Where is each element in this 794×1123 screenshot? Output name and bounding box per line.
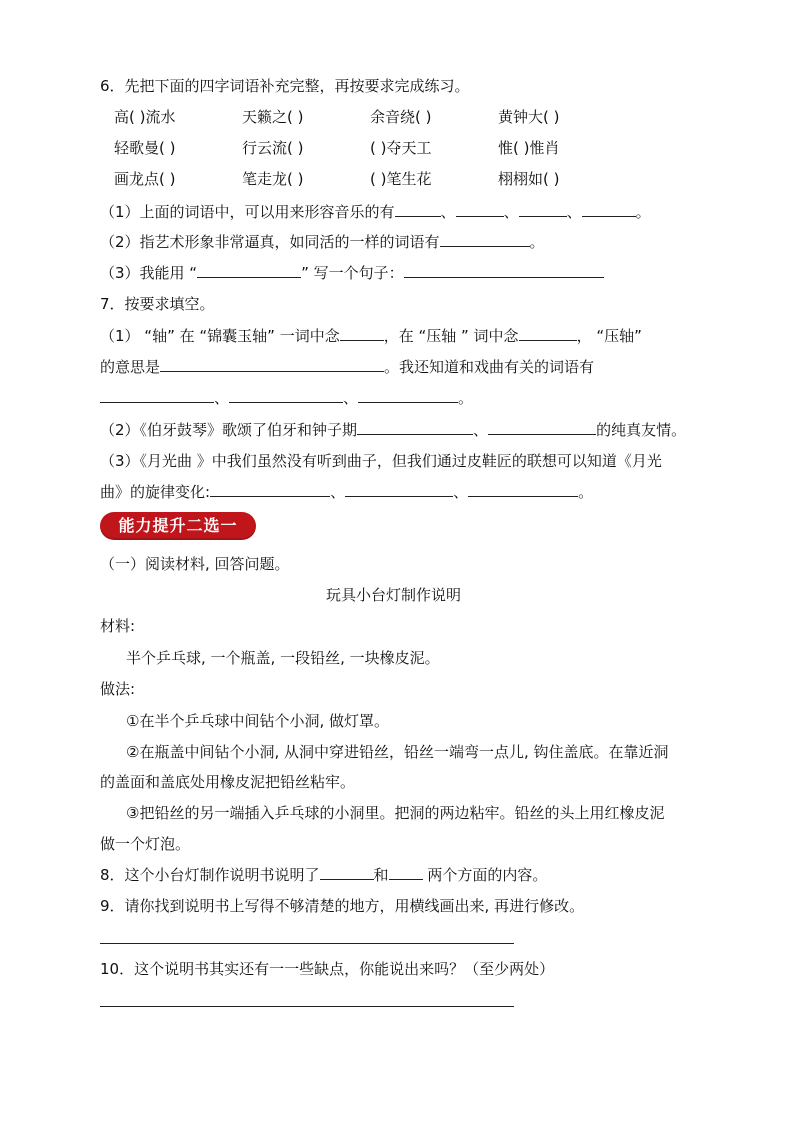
idiom-cell: 画龙点( )	[114, 170, 176, 188]
idiom-cell: 轻歌曼( )	[114, 139, 176, 157]
q6-sub3-text-b: ” 写一个句子：	[301, 264, 404, 282]
idiom-cell: 惟( )惟肖	[498, 139, 560, 157]
method-label: 做法:	[100, 680, 136, 698]
separator: 、	[343, 389, 359, 407]
idiom-cell: 行云流( )	[242, 139, 304, 157]
q6-sub2	[100, 232, 545, 252]
answer-blank[interactable]	[519, 326, 577, 341]
q9-answer-line[interactable]	[100, 943, 514, 944]
q6-sub1	[100, 202, 651, 222]
materials-text: 半个乒乓球, 一个瓶盖, 一段铅丝, 一块橡皮泥。	[126, 649, 440, 667]
q7-s1-text-e: 。我还知道和戏曲有关的词语有	[384, 358, 595, 376]
answer-blank[interactable]	[340, 326, 384, 341]
answer-blank[interactable]	[160, 357, 384, 372]
answer-blank[interactable]	[357, 420, 473, 435]
reading-intro: （一）阅读材料, 回答问题。	[100, 555, 290, 573]
step-1: ①在半个乒乓球中间钻个小洞, 做灯罩。	[126, 712, 389, 730]
q7-sub1-line1	[100, 326, 642, 346]
q6-sub2-text: （2）指艺术形象非常逼真，如同活的一样的词语有	[100, 233, 440, 251]
q6-sub1-text: （1）上面的词语中，可以用来形容音乐的有	[100, 203, 395, 221]
step-2-line1: ②在瓶盖中间钻个小洞, 从洞中穿进铅丝，铅丝一端弯一点儿, 钩住盖底。在靠近洞	[126, 743, 669, 761]
answer-blank[interactable]	[197, 263, 301, 278]
terminator: 。	[458, 389, 474, 407]
q6-title: 6．先把下面的四字词语补充完整，再按要求完成练习。	[100, 77, 470, 95]
q8-text-c: 两个方面的内容。	[422, 866, 548, 884]
separator: 、	[503, 203, 519, 221]
q7-s1-text-b: ，在 “压轴 ” 词中念	[383, 327, 519, 345]
q9: 9．请你找到说明书上写得不够清楚的地方，用横线画出来, 再进行修改。	[100, 897, 585, 915]
answer-blank[interactable]	[320, 865, 374, 880]
idiom-cell: 天籁之( )	[242, 108, 304, 126]
answer-blank[interactable]	[456, 202, 504, 217]
q8-text-b: 和	[373, 866, 389, 884]
idiom-cell: ( )夺天工	[370, 139, 432, 157]
reading-title: 玩具小台灯制作说明	[326, 586, 462, 604]
terminator: 。	[529, 233, 545, 251]
answer-blank[interactable]	[100, 388, 214, 403]
q7-s1-text-d: 的意思是	[100, 358, 161, 376]
answer-blank[interactable]	[389, 865, 423, 880]
answer-blank[interactable]	[582, 202, 636, 217]
separator: 、	[214, 389, 230, 407]
q7-s2-text-b: 的纯真友情。	[596, 421, 687, 439]
answer-blank[interactable]	[210, 482, 330, 497]
separator: 、	[566, 203, 582, 221]
q8-text-a: 8．这个小台灯制作说明书说明了	[100, 866, 320, 884]
step-3-line1: ③把铅丝的另一端插入乒乓球的小洞里。把洞的两边粘牢。铅丝的头上用红橡皮泥	[126, 804, 665, 822]
answer-blank[interactable]	[229, 388, 343, 403]
answer-blank[interactable]	[519, 202, 567, 217]
q10: 10．这个说明书其实还有一一些缺点，你能说出来吗？（至少两处）	[100, 960, 555, 978]
separator: 、	[330, 483, 346, 501]
answer-blank[interactable]	[468, 482, 578, 497]
q10-answer-line[interactable]	[100, 1006, 514, 1007]
q6-sub3-text-a: （3）我能用 “	[100, 264, 198, 282]
q7-sub1-line2	[100, 357, 594, 377]
section-badge: 能力提升二选一	[100, 512, 256, 540]
materials-label: 材料:	[100, 617, 136, 635]
answer-blank[interactable]	[404, 263, 604, 278]
idiom-cell: 黄钟大( )	[498, 108, 560, 126]
separator: 、	[453, 483, 469, 501]
q7-sub3-line1: （3）《月光曲 》中我们虽然没有听到曲子，但我们通过皮鞋匠的联想可以知道《月光	[100, 452, 662, 470]
idiom-cell: 笔走龙( )	[242, 170, 304, 188]
answer-blank[interactable]	[488, 420, 596, 435]
terminator: 。	[635, 203, 651, 221]
q8	[100, 865, 547, 885]
answer-blank[interactable]	[440, 232, 530, 247]
q7-sub1-line3	[100, 388, 473, 408]
answer-blank[interactable]	[358, 388, 458, 403]
step-2-line2: 的盖面和盖底处用橡皮泥把铅丝粘牢。	[100, 773, 356, 791]
q7-s2-text-a: （2）《伯牙鼓琴》歌颂了伯牙和钟子期	[100, 421, 358, 439]
q7-s1-text-a: （1） “轴” 在 “锦囊玉轴” 一词中念	[100, 327, 340, 345]
q7-title: 7．按要求填空。	[100, 295, 215, 313]
q7-s3-text-b: 曲》的旋律变化:	[100, 483, 211, 501]
idiom-cell: ( )笔生花	[370, 170, 432, 188]
idiom-cell: 余音绕( )	[370, 108, 432, 126]
q7-sub2	[100, 420, 686, 440]
idiom-cell: 栩栩如( )	[498, 170, 560, 188]
answer-blank[interactable]	[395, 202, 441, 217]
idiom-cell: 高( )流水	[114, 108, 176, 126]
q7-s1-text-c: ， “压轴”	[576, 327, 642, 345]
q7-sub3-line2	[100, 482, 593, 502]
answer-blank[interactable]	[345, 482, 453, 497]
terminator: 。	[578, 483, 594, 501]
separator: 、	[440, 203, 456, 221]
separator: 、	[473, 421, 489, 439]
step-3-line2: 做一个灯泡。	[100, 835, 191, 853]
q6-sub3	[100, 263, 604, 283]
